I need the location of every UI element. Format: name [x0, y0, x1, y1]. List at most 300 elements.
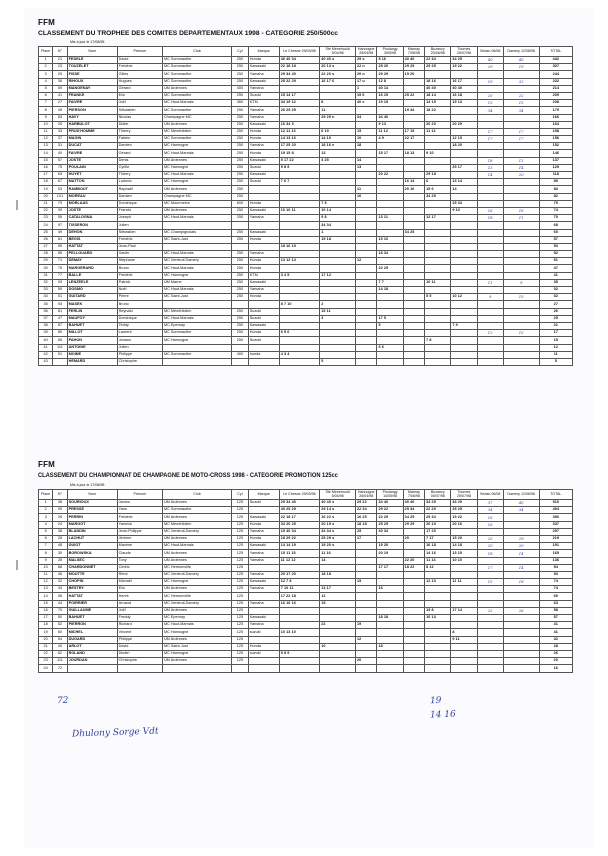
- cell-r6: [425, 636, 451, 643]
- cell-r8: 17: [477, 128, 503, 135]
- cell-prenom: Patrick: [117, 279, 162, 286]
- cell-r4: [377, 600, 403, 607]
- cell-prenom: Fabien: [117, 136, 162, 143]
- cell-marque: Kawasaki: [248, 207, 279, 214]
- cell-cyl: 250: [232, 179, 249, 186]
- cell-prenom: Vincent: [117, 629, 162, 636]
- cell-r6: [425, 200, 451, 207]
- cell-club: MC Hannogne: [162, 579, 231, 586]
- cell-r3: 11: [356, 186, 377, 193]
- cell-nom: PIERSON: [67, 107, 117, 114]
- cell-r1: 19 15 8: [279, 150, 320, 157]
- cell-r3: [356, 358, 377, 365]
- cell-marque: Yamaha: [248, 571, 279, 578]
- cell-r1: 34 19 12: [279, 100, 320, 107]
- cell-r5: [403, 607, 424, 614]
- cell-r8: 40: [477, 57, 503, 64]
- cell-cyl: 250: [232, 272, 249, 279]
- cell-r9: [503, 629, 539, 636]
- cell-cyl: 125: [232, 571, 249, 578]
- cell-r9: 16: [503, 207, 539, 214]
- cell-r4: 19 20: [377, 543, 403, 550]
- cell-num: 65: [53, 337, 67, 344]
- table-row: [39, 121, 573, 128]
- cell-r2: 2: [320, 301, 356, 308]
- cell-r6: [425, 258, 451, 265]
- cell-cyl: 250: [232, 258, 249, 265]
- cell-cyl: 250: [232, 287, 249, 294]
- cell-r2: 17 12: [320, 272, 356, 279]
- cell-r1: [279, 186, 320, 193]
- cell-marque: Honda: [248, 643, 279, 650]
- cell-cyl: [232, 358, 249, 365]
- cell-r2: 14: [320, 557, 356, 564]
- cell-total: 158: [539, 128, 572, 135]
- cell-prenom: Ludovic: [117, 179, 162, 186]
- cell-r9: [503, 557, 539, 564]
- column-header-marque: Marque: [248, 490, 279, 500]
- cell-prenom: Hugues: [117, 78, 162, 85]
- cell-cyl: 250: [232, 143, 249, 150]
- cell-num: 53: [53, 186, 67, 193]
- cell-r5: [403, 315, 424, 322]
- table-row: [39, 128, 573, 135]
- cell-total: 74: [539, 207, 572, 214]
- cell-total: 79: [539, 200, 572, 207]
- cell-total: 89: [539, 179, 572, 186]
- cell-r5: 25 22: [403, 92, 424, 99]
- cell-num: 45: [53, 107, 67, 114]
- cell-r8: [477, 615, 503, 622]
- cell-r4: 22 25: [377, 265, 403, 272]
- cell-total: 68: [539, 222, 572, 229]
- cell-r9: [503, 528, 539, 535]
- cell-r9: [503, 636, 539, 643]
- cell-place: 20: [39, 193, 53, 200]
- cell-r6: 20 19: [425, 521, 451, 528]
- cell-place: 13: [39, 586, 53, 593]
- cell-r1: 20 29 25: [279, 107, 320, 114]
- cell-r4: 20 22: [377, 172, 403, 179]
- cell-place: 16: [39, 607, 53, 614]
- cell-nom: PRESSE: [67, 507, 117, 514]
- column-header-cyl: Cyl: [232, 47, 249, 57]
- cell-marque: [248, 243, 279, 250]
- cell-marque: Kawasaki: [248, 322, 279, 329]
- cell-r7: 12 15: [451, 136, 477, 143]
- table-row: [39, 251, 573, 258]
- cell-r2: [320, 186, 356, 193]
- cell-r4: 4 9: [377, 136, 403, 143]
- cell-r8: [477, 71, 503, 78]
- cell-place: 7: [39, 543, 53, 550]
- cell-r1: 40 40 34: [279, 57, 320, 64]
- cell-r9: 14: [503, 564, 539, 571]
- table-row: [39, 636, 573, 643]
- table2: [38, 489, 573, 673]
- cell-place: 10: [39, 564, 53, 571]
- cell-r1: 16 16 16: [279, 600, 320, 607]
- cell-r9: 20: [503, 172, 539, 179]
- cell-prenom: David: [117, 57, 162, 64]
- table-row: [39, 186, 573, 193]
- cell-num: 39: [53, 207, 67, 214]
- cell-prenom: Christophe: [117, 658, 162, 665]
- table2-title: CLASSEMENT DU CHAMPIONNAT DE CHAMPAGNE DE MOTO-CROSS 1998 - CATEGORIE PROMOTION 125cc: [38, 472, 338, 479]
- cell-r1: [279, 607, 320, 614]
- cell-club: MC Saint-Just: [162, 236, 231, 243]
- cell-marque: Kawasaki: [248, 279, 279, 286]
- cell-r3: 19 6: [356, 92, 377, 99]
- cell-r1: [279, 85, 320, 92]
- cell-num: 79: [53, 200, 67, 207]
- cell-nom: FRANKE: [67, 92, 117, 99]
- cell-r4: 10 10: [377, 236, 403, 243]
- column-header-r7: Tournes 25/07/98: [451, 490, 477, 500]
- cell-prenom: Gérard: [117, 150, 162, 157]
- cell-r4: [377, 650, 403, 657]
- cell-club: MC Sommauthe: [162, 78, 231, 85]
- cell-nom: BAHUET: [67, 615, 117, 622]
- cell-club: UM Ardennes: [162, 121, 231, 128]
- cell-num: 28: [53, 557, 67, 564]
- cell-cyl: 250: [232, 121, 249, 128]
- cell-prenom: Francis: [117, 207, 162, 214]
- cell-place: 32: [39, 279, 53, 286]
- cell-total: 82: [539, 193, 572, 200]
- cell-prenom: Rémi: [117, 571, 162, 578]
- cell-r6: [425, 236, 451, 243]
- cell-r4: 15 17: [377, 150, 403, 157]
- cell-prenom: Sébastien: [117, 107, 162, 114]
- cell-r5: [403, 600, 424, 607]
- cell-total: 165: [539, 550, 572, 557]
- cell-r9: [503, 186, 539, 193]
- cell-nom: DUCAT: [67, 143, 117, 150]
- cell-club: Champagne MC: [162, 114, 231, 121]
- cell-r4: 18: [377, 643, 403, 650]
- cell-r4: [377, 164, 403, 171]
- cell-r4: 17 17: [377, 564, 403, 571]
- cell-cyl: 250: [232, 251, 249, 258]
- cell-r4: [377, 193, 403, 200]
- cell-r5: 25 34: [403, 507, 424, 514]
- cell-r3: [356, 200, 377, 207]
- cell-r9: [503, 258, 539, 265]
- cell-cyl: 125: [232, 600, 249, 607]
- column-header-r5: Marnay 7/06/98: [403, 47, 424, 57]
- cell-r9: [503, 665, 539, 672]
- cell-total: 26: [539, 308, 572, 315]
- cell-r7: 20 29: [451, 121, 477, 128]
- cell-marque: Kawasaki: [248, 579, 279, 586]
- cell-r4: [377, 294, 403, 301]
- cell-r6: [425, 71, 451, 78]
- cell-place: 13: [39, 143, 53, 150]
- cell-club: MC Venteuil-Damery: [162, 571, 231, 578]
- cell-r6: 18 22: [425, 107, 451, 114]
- cell-marque: Yamaha: [248, 600, 279, 607]
- cell-marque: Yamaha: [248, 550, 279, 557]
- cell-r2: 12: [320, 593, 356, 600]
- cell-prenom: Joël: [117, 607, 162, 614]
- cell-cyl: 250: [232, 128, 249, 135]
- cell-prenom: Stéphane: [117, 258, 162, 265]
- cell-r5: [403, 351, 424, 358]
- cell-place: 39: [39, 330, 53, 337]
- cell-place: 1: [39, 500, 53, 507]
- cell-nom: GUITARD: [67, 294, 117, 301]
- cell-r4: 40 14: [377, 85, 403, 92]
- cell-r3: [356, 600, 377, 607]
- cell-r2: [320, 629, 356, 636]
- cell-r4: [377, 337, 403, 344]
- cell-place: 17: [39, 615, 53, 622]
- table-row: [39, 521, 573, 528]
- table-row: [39, 650, 573, 657]
- cell-r6: [425, 358, 451, 365]
- cell-total: 63: [539, 600, 572, 607]
- table-row: [39, 337, 573, 344]
- table-row: [39, 322, 573, 329]
- cell-marque: Kawasaki: [248, 172, 279, 179]
- column-header-r6: Buzancy 20/06/98: [425, 47, 451, 57]
- cell-nom: FERLIN: [67, 308, 117, 315]
- cell-r3: [356, 629, 377, 636]
- cell-r4: [377, 107, 403, 114]
- cell-r7: [451, 114, 477, 121]
- cell-r6: 7 8: [425, 337, 451, 344]
- cell-cyl: 250: [232, 114, 249, 121]
- cell-r1: 16 34 3: [279, 121, 320, 128]
- cell-place: 30: [39, 265, 53, 272]
- cell-num: 25: [53, 121, 67, 128]
- cell-club: MC Hannogne: [162, 164, 231, 171]
- cell-r5: 20 16: [403, 186, 424, 193]
- cell-club: UM Ardennes: [162, 557, 231, 564]
- table-row: [39, 607, 573, 614]
- cell-r8: [477, 600, 503, 607]
- cell-num: 21: [53, 57, 67, 64]
- cell-total: 35: [539, 279, 572, 286]
- cell-marque: Honda: [248, 294, 279, 301]
- column-header-prenom: Prénom: [117, 490, 162, 500]
- cell-marque: [248, 301, 279, 308]
- cell-r3: [356, 571, 377, 578]
- cell-r6: 14 15: [425, 100, 451, 107]
- cell-place: 19: [39, 629, 53, 636]
- cell-prenom: Johann: [117, 337, 162, 344]
- cell-r4: [377, 330, 403, 337]
- cell-r9: [503, 243, 539, 250]
- cell-nom: BEGIS: [67, 236, 117, 243]
- cell-marque: Yamaha: [248, 528, 279, 535]
- cell-place: 23: [39, 215, 53, 222]
- cell-r1: 9 8 9: [279, 650, 320, 657]
- cell-r5: 18 22: [403, 564, 424, 571]
- cell-r3: 17 u: [356, 78, 377, 85]
- cell-nom: BOROWSKA: [67, 550, 117, 557]
- cell-r4: 5: [377, 322, 403, 329]
- cell-num: 32: [53, 579, 67, 586]
- cell-cyl: [232, 222, 249, 229]
- cell-r8: 18: [477, 215, 503, 222]
- cell-r9: [503, 272, 539, 279]
- cell-r5: [403, 629, 424, 636]
- cell-r4: [377, 200, 403, 207]
- column-header-r4: Poulangy 14/05/98: [377, 490, 403, 500]
- cell-r6: 18 16: [425, 78, 451, 85]
- cell-r1: [279, 222, 320, 229]
- cell-r3: [356, 564, 377, 571]
- cell-r3: [356, 172, 377, 179]
- cell-r4: 17 5: [377, 315, 403, 322]
- cell-marque: Yamaha: [248, 215, 279, 222]
- column-header-r3: Hannogne 26/04/98: [356, 47, 377, 57]
- cell-nom: JOSTE: [67, 207, 117, 214]
- cell-r2: [320, 121, 356, 128]
- cell-r9: 29: [503, 535, 539, 542]
- table-row: [39, 193, 573, 200]
- cell-r5: [403, 330, 424, 337]
- cell-nom: MOUTTE: [67, 571, 117, 578]
- cell-total: 136: [539, 557, 572, 564]
- cell-r5: [403, 279, 424, 286]
- cell-cyl: 125: [232, 550, 249, 557]
- cell-place: 43: [39, 358, 53, 365]
- cell-prenom: Frédéric: [117, 272, 162, 279]
- cell-r2: 1: [320, 229, 356, 236]
- cell-place: 2: [39, 507, 53, 514]
- cell-r3: 20 n: [356, 71, 377, 78]
- cell-r6: [425, 207, 451, 214]
- cell-num: 49: [53, 229, 67, 236]
- cell-num: 68: [53, 564, 67, 571]
- cell-cyl: 250: [232, 294, 249, 301]
- cell-r9: 18: [503, 579, 539, 586]
- cell-total: 179: [539, 107, 572, 114]
- cell-r9: [503, 571, 539, 578]
- cell-r7: [451, 593, 477, 600]
- cell-r9: [503, 114, 539, 121]
- cell-nom: TISSERON: [67, 222, 117, 229]
- cell-r1: [279, 636, 320, 643]
- cell-club: MC Sommauthe: [162, 64, 231, 71]
- cell-r2: 9 8: [320, 215, 356, 222]
- cell-place: 3: [39, 514, 53, 521]
- cell-r4: [377, 143, 403, 150]
- cell-r7: [451, 150, 477, 157]
- cell-r6: [425, 600, 451, 607]
- cell-r3: 13: [356, 164, 377, 171]
- cell-r1: [279, 358, 320, 365]
- cell-r9: 19: [503, 64, 539, 71]
- cell-r7: [451, 128, 477, 135]
- cell-r9: [503, 593, 539, 600]
- cell-cyl: 125: [232, 543, 249, 550]
- cell-club: UM Ardennes: [162, 186, 231, 193]
- table-row: [39, 579, 573, 586]
- cell-r5: [403, 528, 424, 535]
- cell-r7: 16 18: [451, 92, 477, 99]
- cell-place: 3: [39, 71, 53, 78]
- cell-club: MC Haut-Marnais: [162, 265, 231, 272]
- cell-r7: [451, 330, 477, 337]
- cell-r1: 9 8 9: [279, 164, 320, 171]
- cell-r6: [425, 164, 451, 171]
- cell-prenom: Eric: [117, 92, 162, 99]
- cell-r9: 40: [503, 57, 539, 64]
- cell-r1: 17 22 18: [279, 593, 320, 600]
- cell-r5: 15 20: [403, 71, 424, 78]
- cell-nom: [67, 665, 117, 672]
- cell-r2: 8: [320, 100, 356, 107]
- cell-r6: [425, 315, 451, 322]
- cell-r6: [425, 322, 451, 329]
- cell-r9: [503, 643, 539, 650]
- cell-prenom: Reynald: [117, 308, 162, 315]
- cell-r3: [356, 215, 377, 222]
- cell-r4: 9 13: [377, 121, 403, 128]
- cell-r9: 9: [503, 279, 539, 286]
- cell-nom: BALLE: [67, 272, 117, 279]
- cell-num: 93: [53, 279, 67, 286]
- cell-num: 55: [53, 215, 67, 222]
- cell-nom: LACHUT: [67, 535, 117, 542]
- cell-marque: Yamaha: [248, 71, 279, 78]
- cell-prenom: Joseph: [117, 215, 162, 222]
- cell-r4: [377, 579, 403, 586]
- cell-total: 74: [539, 586, 572, 593]
- cell-cyl: 250: [232, 136, 249, 143]
- cell-r2: [320, 579, 356, 586]
- cell-marque: Kawasaki: [248, 229, 279, 236]
- cell-r3: [356, 543, 377, 550]
- cell-r6: [425, 136, 451, 143]
- cell-r2: 20 13 s: [320, 64, 356, 71]
- cell-r3: [356, 272, 377, 279]
- cell-r1: 12 11 13: [279, 128, 320, 135]
- cell-club: MC Haut-Marnais: [162, 315, 231, 322]
- cell-r1: 25 22 29: [279, 78, 320, 85]
- org-label: FFM: [38, 460, 56, 469]
- cell-cyl: 250: [232, 92, 249, 99]
- column-header-r3: Hannogne 26/04/98: [356, 490, 377, 500]
- cell-cyl: 125: [232, 500, 249, 507]
- cell-total: 166: [539, 114, 572, 121]
- cell-r7: [451, 236, 477, 243]
- cell-num: 81: [53, 308, 67, 315]
- cell-prenom: Didier: [117, 121, 162, 128]
- table-row: [39, 564, 573, 571]
- cell-r2: [320, 636, 356, 643]
- cell-marque: Honda: [248, 200, 279, 207]
- table-row: [39, 57, 573, 64]
- cell-place: 14: [39, 593, 53, 600]
- table-row: [39, 265, 573, 272]
- cell-place: 24: [39, 665, 53, 672]
- cell-r6: [425, 622, 451, 629]
- cell-num: 44: [53, 600, 67, 607]
- cell-club: [162, 665, 231, 672]
- cell-total: 70: [539, 215, 572, 222]
- cell-r5: [403, 251, 424, 258]
- cell-cyl: 125: [232, 643, 249, 650]
- cell-marque: suzuki: [248, 629, 279, 636]
- cell-r5: [403, 358, 424, 365]
- cell-r6: [425, 222, 451, 229]
- cell-cyl: 250: [232, 64, 249, 71]
